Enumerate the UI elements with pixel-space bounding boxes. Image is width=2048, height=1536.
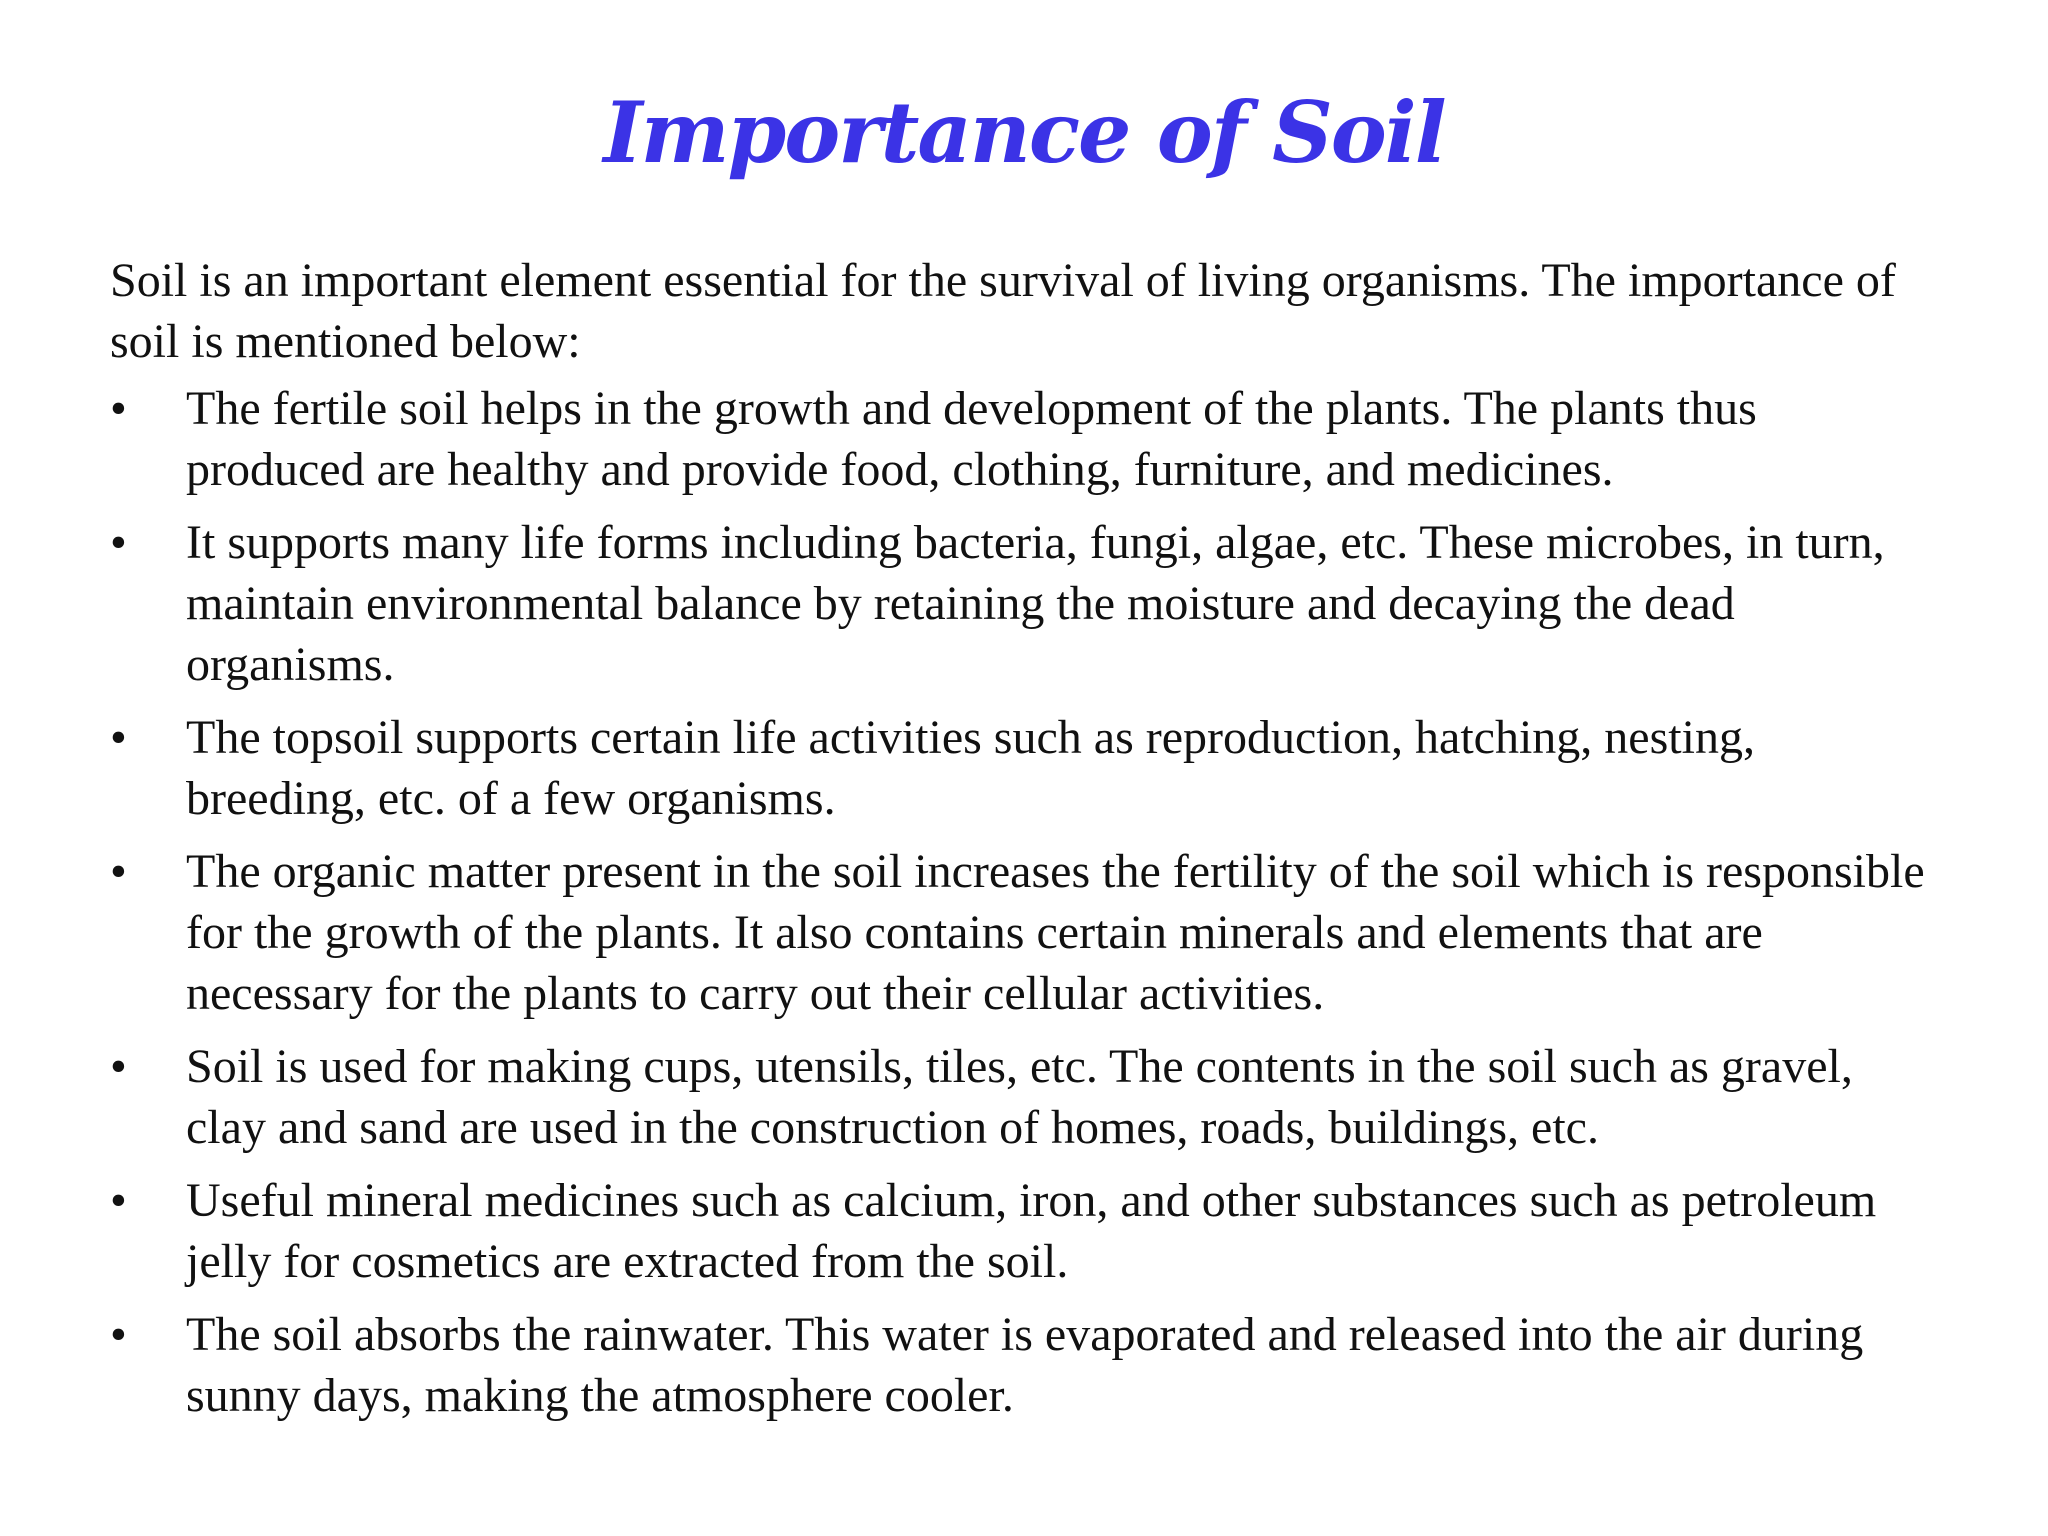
list-item-text: It supports many life forms including bacteria, fungi, algae, etc. These microbes, in turn, maintain environmental balance by retaining the moisture and decaying the dead organisms. <box>186 516 1885 691</box>
intro-paragraph: Soil is an important element essential for the survival of living organisms. The importance of soil is mentioned below: <box>110 254 1896 368</box>
list-item-text: Soil is used for making cups, utensils, tiles, etc. The contents in the soil such as gravel, clay and sand are used in the construction of homes, roads, buildings, etc. <box>186 1040 1853 1154</box>
list-item <box>110 512 1930 695</box>
list-item <box>110 841 1930 1024</box>
bullet-icon: • <box>110 711 127 764</box>
list-item <box>110 378 1930 500</box>
list-item-text: Useful mineral medicines such as calcium, iron, and other substances such as petroleum jelly for cosmetics are extracted from the soil. <box>186 1174 1877 1288</box>
bullet-icon: • <box>110 382 127 435</box>
list-item <box>110 707 1930 829</box>
bullet-icon: • <box>110 516 127 569</box>
bullet-icon: • <box>110 845 127 898</box>
bullet-icon: • <box>110 1040 127 1093</box>
list-item-text: The fertile soil helps in the growth and development of the plants. The plants thus produced are healthy and provide food, clothing, furniture, and medicines. <box>186 382 1757 496</box>
list-item <box>110 1036 1930 1158</box>
list-item-text: The soil absorbs the rainwater. This water is evaporated and released into the air during sunny days, making the atmosphere cooler. <box>186 1308 1864 1422</box>
list-item-text: The organic matter present in the soil increases the fertility of the soil which is responsible for the growth of the plants. It also contains certain minerals and elements that are necessary for the plants to carry out their cellular activities. <box>186 845 1925 1020</box>
list-item-text: The topsoil supports certain life activities such as reproduction, hatching, nesting, breeding, etc. of a few organisms. <box>186 711 1755 825</box>
bullet-list <box>110 378 1930 1426</box>
bullet-icon: • <box>110 1308 127 1361</box>
slide-body <box>110 250 1930 1438</box>
page-title: Importance of Soil <box>603 83 1445 182</box>
list-item <box>110 1304 1930 1426</box>
list-item <box>110 1170 1930 1292</box>
bullet-icon: • <box>110 1174 127 1227</box>
